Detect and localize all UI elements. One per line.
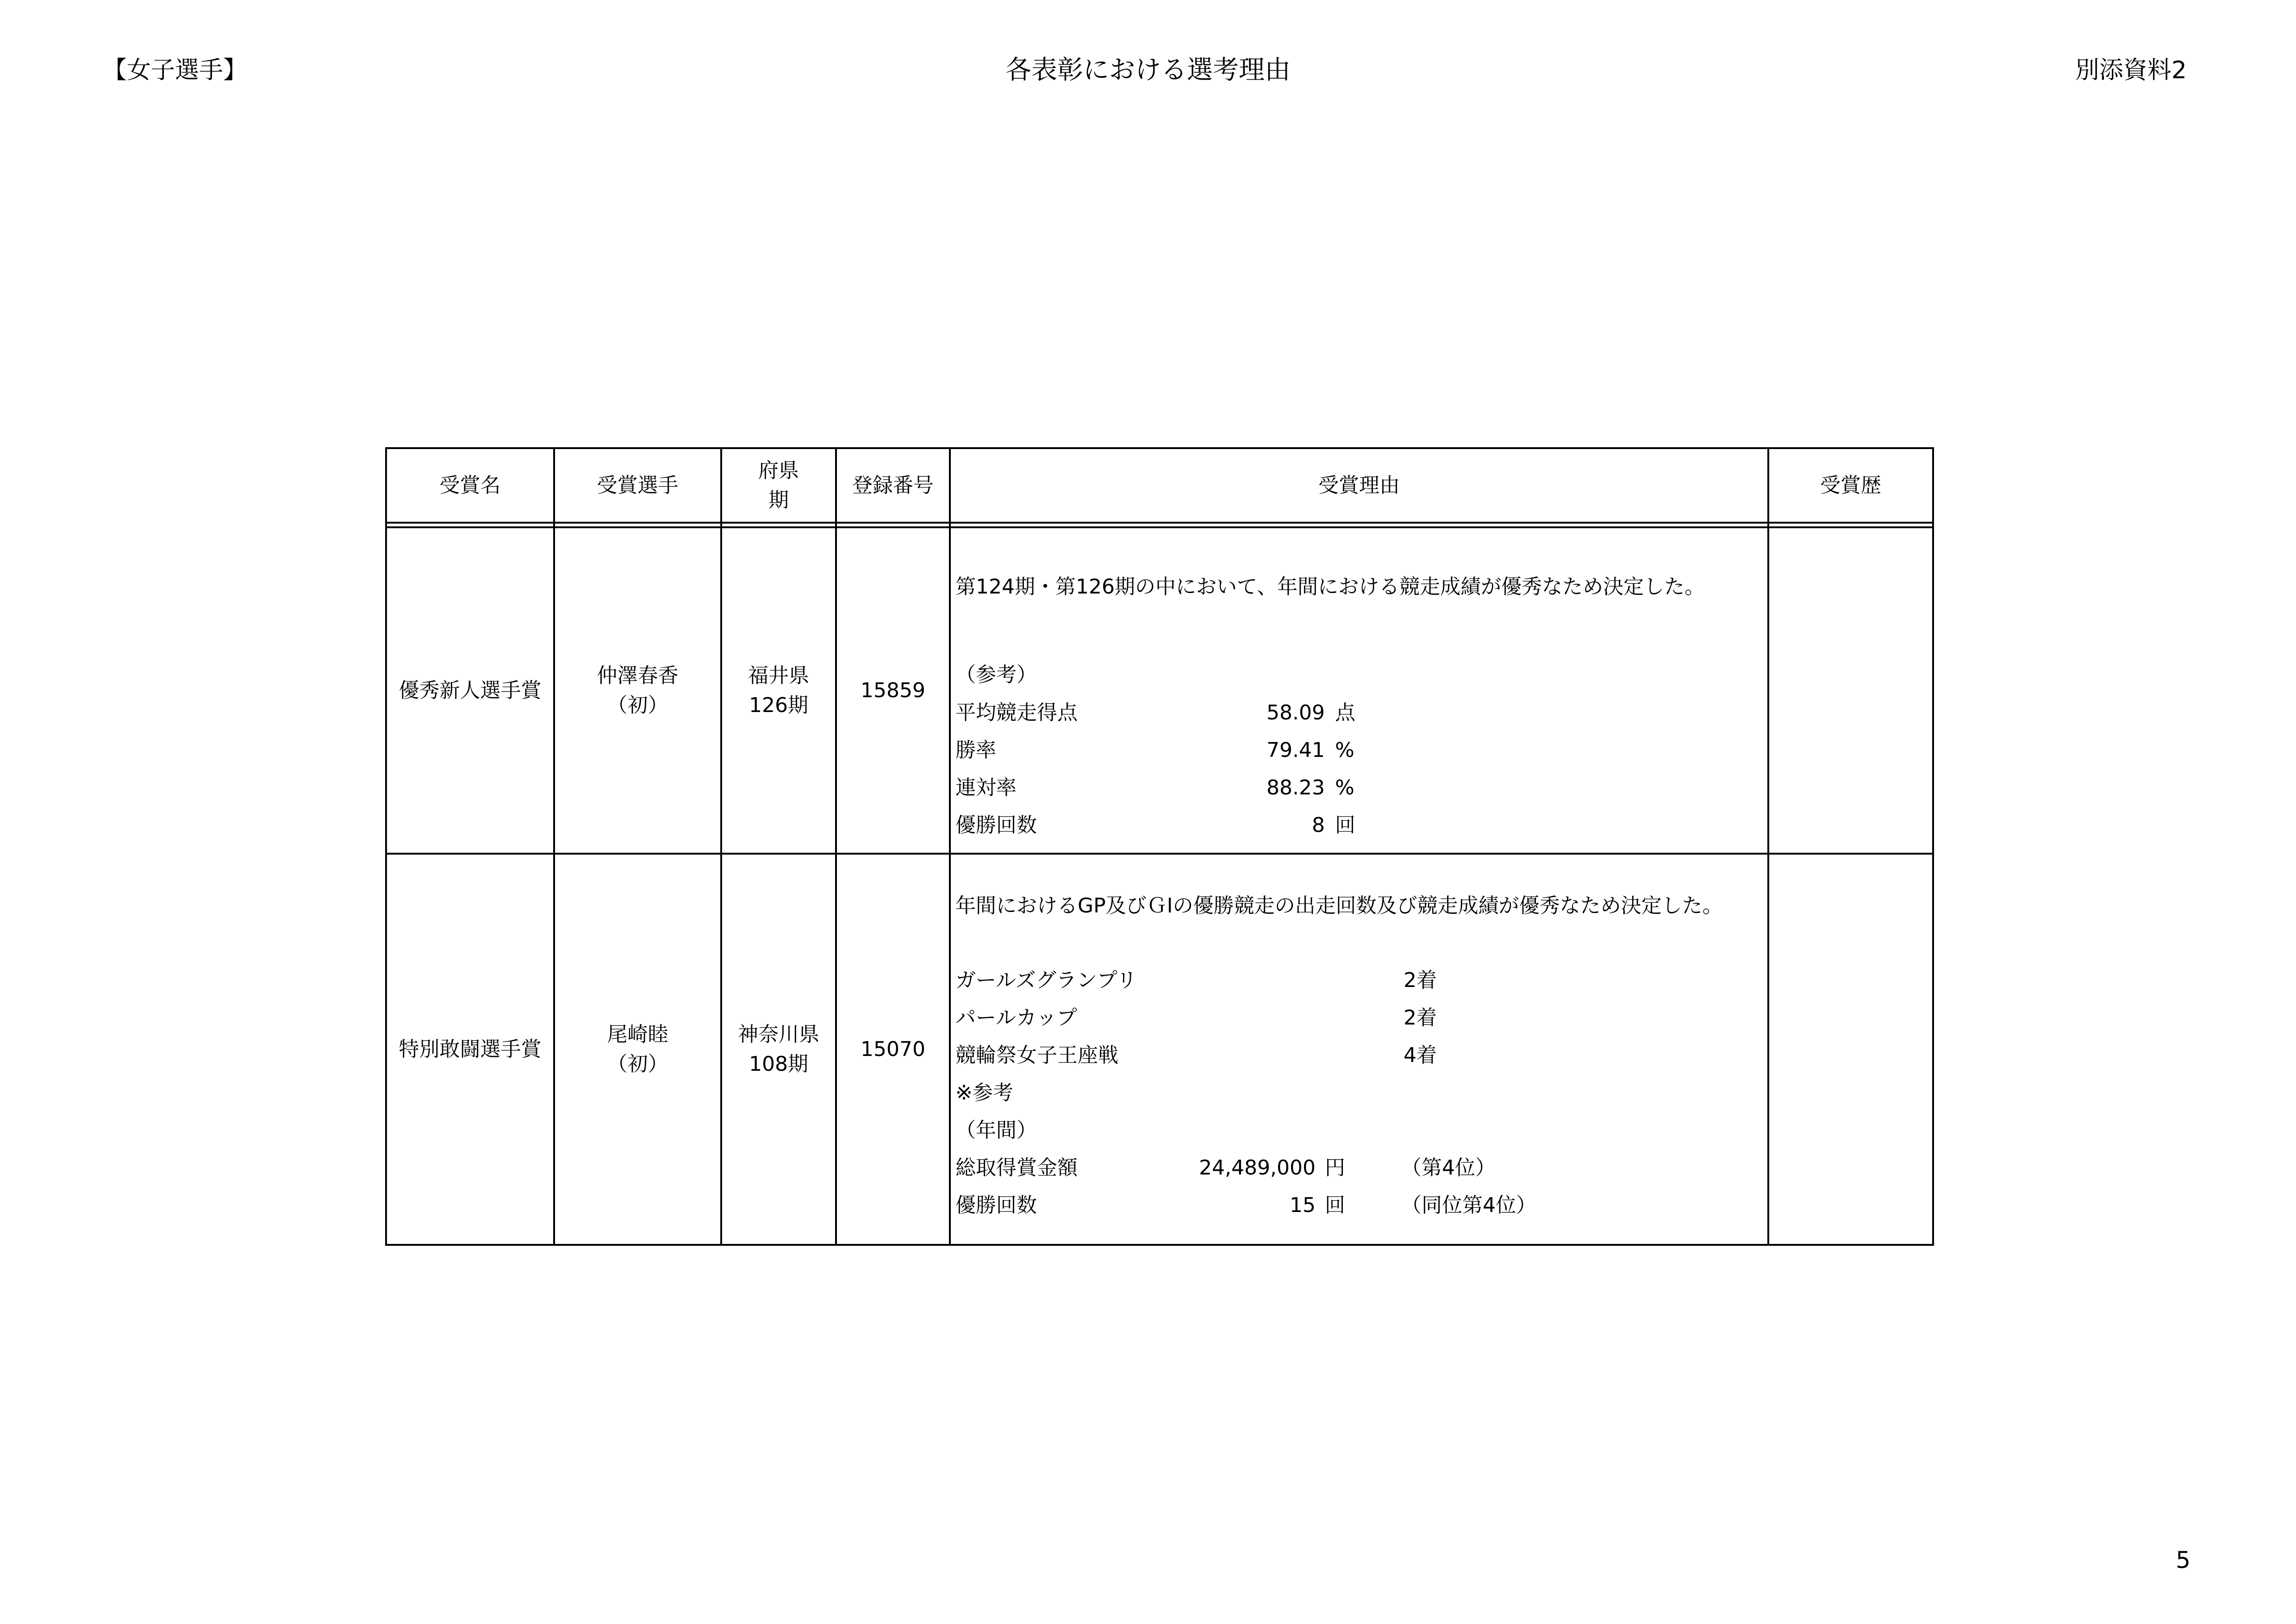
- attachment-label: 別添資料2: [2075, 56, 2187, 84]
- row1-reason-text: 第124期・第126期の中において、年間における競走成績が優秀なため決定した。: [955, 575, 1705, 599]
- row1-stat-value: 8: [1312, 813, 1325, 837]
- row1-stat-value: 79.41: [1267, 738, 1325, 762]
- row2-award: 特別敢闘選手賞: [399, 1037, 542, 1061]
- table-border: [1932, 447, 1934, 1246]
- row2-registration: 15070: [861, 1037, 925, 1061]
- header-reason: 受賞理由: [1318, 473, 1400, 497]
- row2-race-name: 競輪祭女子王座戦: [955, 1043, 1118, 1067]
- row2-reference-label: ※参考: [955, 1081, 1013, 1105]
- page-number: 5: [2176, 1547, 2190, 1574]
- row1-stat-label: 平均競走得点: [955, 701, 1078, 725]
- row1-stat-unit: %: [1335, 776, 1354, 800]
- row2-race-result: 2着: [1404, 968, 1437, 992]
- row1-stat-label: 勝率: [955, 738, 996, 762]
- row2-stat-rank: （同位第4位）: [1401, 1193, 1536, 1217]
- row1-stat-unit: %: [1335, 738, 1354, 762]
- row1-registration: 15859: [861, 678, 925, 702]
- row1-award: 優秀新人選手賞: [399, 678, 542, 702]
- row1-stat-label: 連対率: [955, 776, 1017, 800]
- header-award: 受賞名: [439, 473, 501, 497]
- row1-history: [1769, 528, 1932, 853]
- header-prefecture: 府県 期: [758, 458, 799, 512]
- row2-stat-rank: （第4位）: [1401, 1156, 1496, 1180]
- header-history: 受賞歴: [1820, 473, 1881, 497]
- table-border: [385, 1244, 1934, 1246]
- page-title: 各表彰における選考理由: [1005, 55, 1291, 85]
- row2-reason-text: 年間におけるGP及びＧⅠの優勝競走の出走回数及び競走成績が優秀なため決定した。: [955, 894, 1723, 918]
- header-registration: 登録番号: [852, 473, 934, 497]
- row2-history: [1769, 855, 1932, 1244]
- row2-race-result: 2着: [1404, 1006, 1437, 1030]
- table-border: [385, 522, 1934, 524]
- table-border: [949, 447, 951, 1246]
- row1-stat-value: 58.09: [1267, 701, 1325, 725]
- row1-player: 仲澤春香 （初）: [597, 663, 679, 717]
- row2-race-name: パールカップ: [955, 1006, 1077, 1030]
- category-label: 【女子選手】: [103, 56, 248, 84]
- row1-prefecture: 福井県 126期: [748, 663, 809, 717]
- row1-stat-label: 優勝回数: [955, 813, 1037, 837]
- row2-race-result: 4着: [1404, 1043, 1437, 1067]
- row2-stat-value: 15: [1290, 1193, 1316, 1217]
- row2-stat-label: 優勝回数: [955, 1193, 1037, 1217]
- row1-stat-unit: 点: [1335, 701, 1355, 725]
- row2-prefecture: 神奈川県 108期: [738, 1022, 819, 1076]
- award-table: [385, 447, 1934, 1246]
- header-player: 受賞選手: [597, 473, 679, 497]
- row2-race-name: ガールズグランプリ: [955, 968, 1137, 992]
- row1-stat-unit: 回: [1335, 813, 1355, 837]
- row2-stat-value: 24,489,000: [1199, 1156, 1316, 1180]
- row2-stat-unit: 回: [1325, 1193, 1345, 1217]
- row1-reference-label: （参考）: [955, 663, 1037, 687]
- row1-stat-value: 88.23: [1267, 776, 1325, 800]
- row2-stat-label: 総取得賞金額: [955, 1156, 1078, 1180]
- row2-stat-unit: 円: [1325, 1156, 1345, 1180]
- row2-player: 尾崎睦 （初）: [607, 1022, 668, 1076]
- row2-year-label: （年間）: [955, 1118, 1037, 1142]
